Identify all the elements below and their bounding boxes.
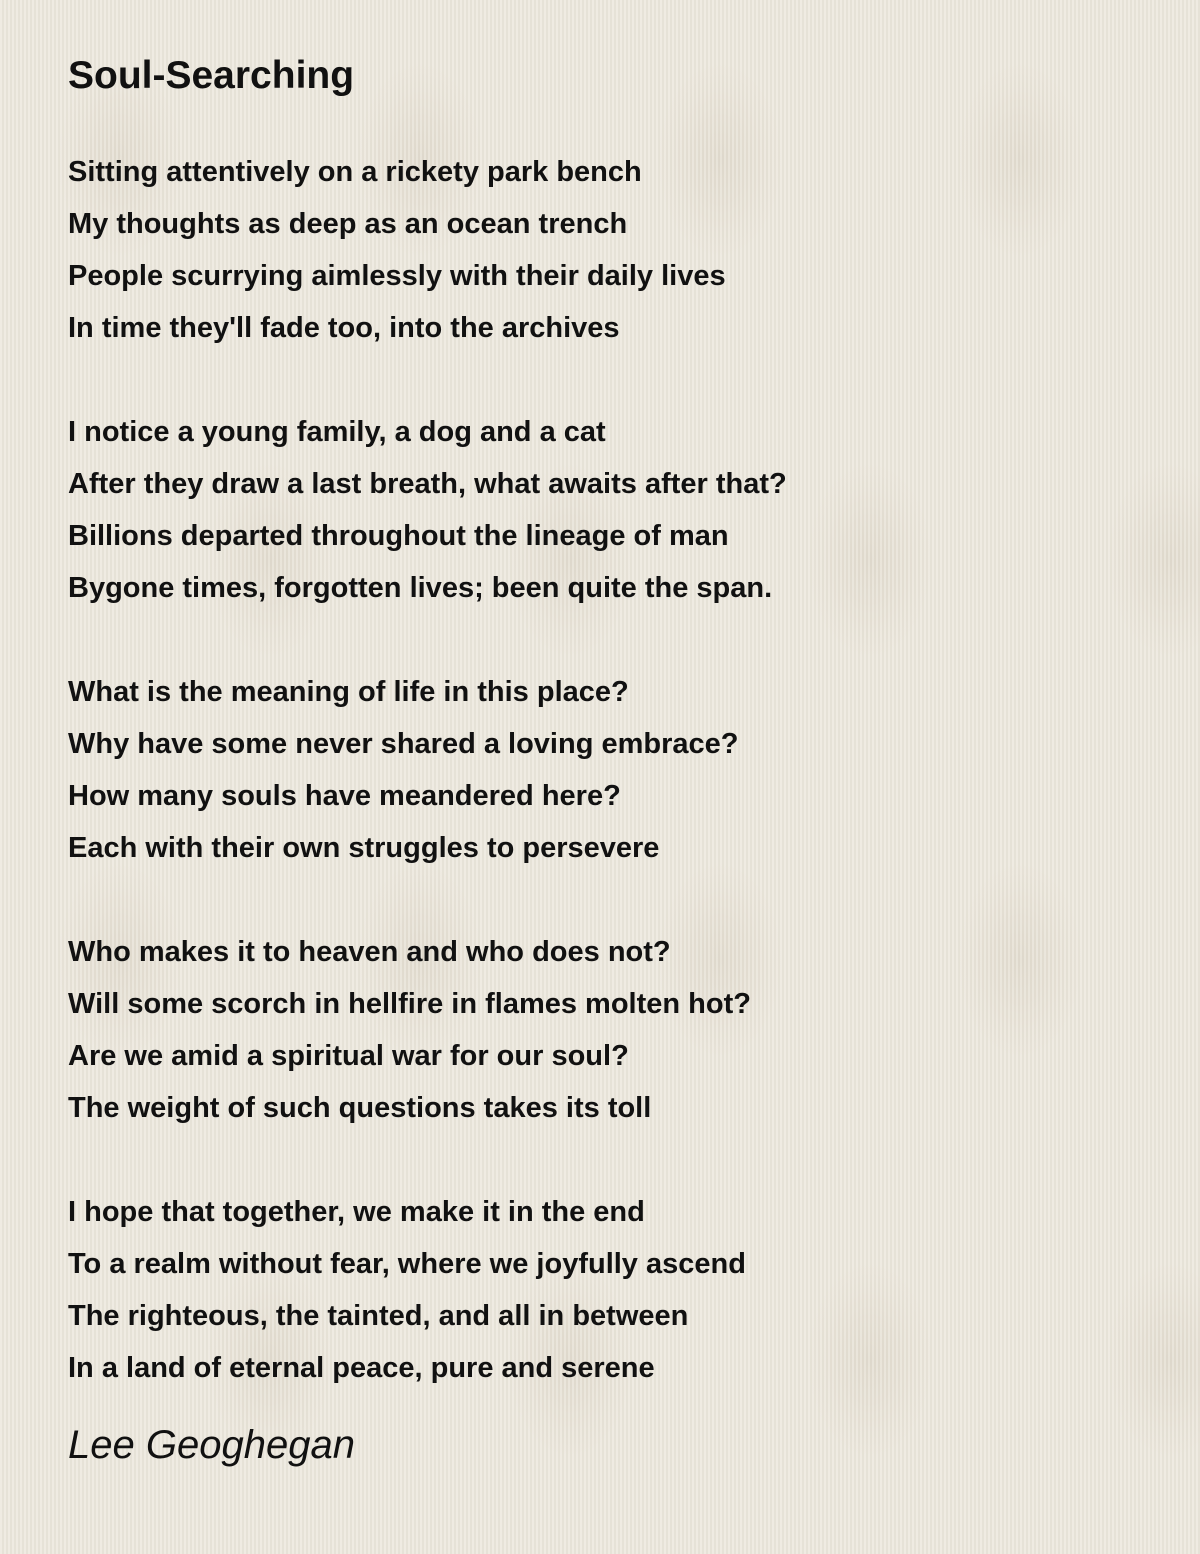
poem-line: Will some scorch in hellfire in flames molten hot? xyxy=(68,988,751,1020)
poem-line: After they draw a last breath, what awaits after that? xyxy=(68,468,787,500)
poem-line: Each with their own struggles to persevere xyxy=(68,832,660,864)
poem-line: Sitting attentively on a rickety park bench xyxy=(68,156,642,188)
poem-page xyxy=(68,50,1128,1471)
poem-line: My thoughts as deep as an ocean trench xyxy=(68,208,628,240)
poem-body xyxy=(68,146,1128,1394)
stanza xyxy=(68,666,1128,874)
stanza xyxy=(68,406,1128,614)
poem-line: Why have some never shared a loving embrace? xyxy=(68,728,739,760)
poem-line: Are we amid a spiritual war for our soul? xyxy=(68,1040,629,1072)
poem-line: I notice a young family, a dog and a cat xyxy=(68,416,606,448)
poem-line: People scurrying aimlessly with their daily lives xyxy=(68,260,726,292)
poem-line: I hope that together, we make it in the end xyxy=(68,1196,645,1228)
stanza xyxy=(68,926,1128,1134)
poem-line: Billions departed throughout the lineage of man xyxy=(68,520,729,552)
poem-line: The weight of such questions takes its toll xyxy=(68,1092,652,1124)
poem-line: What is the meaning of life in this place? xyxy=(68,676,629,708)
poem-line: To a realm without fear, where we joyfully ascend xyxy=(68,1248,746,1280)
stanza xyxy=(68,146,1128,354)
stanza xyxy=(68,1186,1128,1394)
poem-line: In a land of eternal peace, pure and serene xyxy=(68,1352,655,1384)
poem-line: The righteous, the tainted, and all in between xyxy=(68,1300,689,1332)
poem-title: Soul-Searching xyxy=(68,54,355,97)
poem-line: How many souls have meandered here? xyxy=(68,780,621,812)
poem-author: Lee Geoghegan xyxy=(68,1423,355,1467)
poem-line: Bygone times, forgotten lives; been quite the span. xyxy=(68,572,773,604)
poem-line: In time they'll fade too, into the archives xyxy=(68,312,620,344)
poem-line: Who makes it to heaven and who does not? xyxy=(68,936,671,968)
